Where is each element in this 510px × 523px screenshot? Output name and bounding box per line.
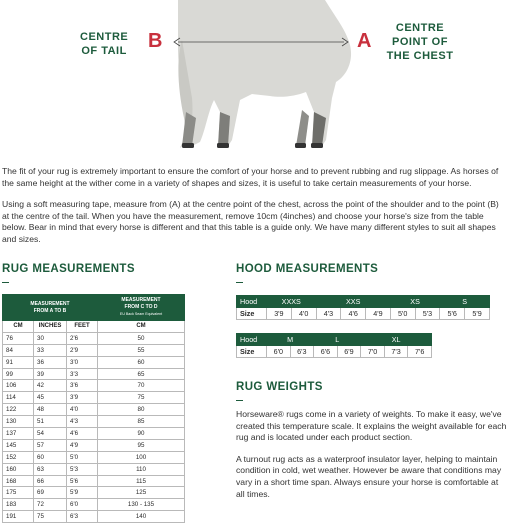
- point-b-marker: B: [148, 30, 163, 52]
- table-row: [3, 475, 185, 487]
- table-cell: 191: [3, 511, 34, 523]
- table-row: [3, 404, 185, 416]
- table-cell: 2'9: [67, 344, 98, 356]
- table-row: [3, 332, 185, 344]
- table-cell: 100: [98, 451, 185, 463]
- col-header-cm-cd: CM: [98, 321, 185, 333]
- hood-size-cell: 7'3: [384, 346, 408, 358]
- table-cell: 4'6: [67, 428, 98, 440]
- label-line: CENTRE: [395, 22, 445, 34]
- label-line: OF TAIL: [81, 45, 127, 57]
- table-cell: 54: [34, 428, 67, 440]
- table-cell: 183: [3, 499, 34, 511]
- hood-size-cell: 4'3: [316, 308, 341, 320]
- table-cell: 39: [34, 368, 67, 380]
- table-cell: 3'3: [67, 368, 98, 380]
- table-cell: 45: [34, 392, 67, 404]
- hood-size-cell: 6'3: [290, 346, 314, 358]
- hood-size-label: Size: [237, 308, 267, 320]
- label-centre-of-tail: [80, 30, 128, 58]
- hood-table-header-row: [237, 334, 432, 346]
- table-cell: 69: [34, 487, 67, 499]
- table-cell: 48: [34, 404, 67, 416]
- table-row: [3, 368, 185, 380]
- label-line: CENTRE: [80, 31, 129, 43]
- table-cell: 90: [98, 428, 185, 440]
- hood-size-cell: 6'9: [337, 346, 361, 358]
- table-cell: 85: [98, 416, 185, 428]
- table-cell: 6'0: [67, 499, 98, 511]
- hood-header-cell: Hood: [237, 334, 267, 346]
- table-cell: 160: [3, 463, 34, 475]
- table-row: [3, 487, 185, 499]
- hood-size-cell: 4'6: [341, 308, 366, 320]
- hood-size-cell: 7'0: [361, 346, 385, 358]
- table-cell: 115: [98, 475, 185, 487]
- hood-header-cell: S: [440, 296, 490, 308]
- col-header-inches: INCHES: [34, 321, 67, 333]
- hood-table-large: [236, 333, 432, 358]
- header-note: EU Back Seam Equivalent: [119, 312, 163, 316]
- table-cell: 30: [34, 332, 67, 344]
- hood-measurements-heading: HOOD MEASUREMENTS: [236, 263, 379, 275]
- table-cell: 175: [3, 487, 34, 499]
- hood-header-cell: XXS: [316, 296, 390, 308]
- table-row: [3, 428, 185, 440]
- hood-size-cell: 4'9: [366, 308, 391, 320]
- hood-table-header-row: [237, 296, 490, 308]
- table-row: [3, 511, 185, 523]
- table-cell: 114: [3, 392, 34, 404]
- rug-measurements-heading: RUG MEASUREMENTS: [2, 263, 135, 275]
- hood-header-cell: XS: [390, 296, 440, 308]
- table-cell: 33: [34, 344, 67, 356]
- table-cell: 50: [98, 332, 185, 344]
- hood-table-size-row: [237, 346, 432, 358]
- rug-measurements-table: [2, 294, 185, 523]
- hood-header-cell: XXXS: [267, 296, 317, 308]
- table-cell: 168: [3, 475, 34, 487]
- table-cell: 91: [3, 356, 34, 368]
- table-cell: 5'0: [67, 451, 98, 463]
- table-cell: 70: [98, 380, 185, 392]
- intro-text: [2, 166, 507, 245]
- table-cell: 55: [98, 344, 185, 356]
- table-cell: 42: [34, 380, 67, 392]
- label-line: POINT OF: [392, 36, 448, 48]
- header-line: MEASUREMENT: [121, 297, 161, 303]
- table-cell: 63: [34, 463, 67, 475]
- label-centre-point-of-chest: [380, 21, 460, 63]
- table-cell: 110: [98, 463, 185, 475]
- table-cell: 2'6: [67, 332, 98, 344]
- table-cell: 75: [98, 392, 185, 404]
- table-cell: 5'6: [67, 475, 98, 487]
- table-cell: 140: [98, 511, 185, 523]
- col-header-cm: CM: [3, 321, 34, 333]
- table-cell: 84: [3, 344, 34, 356]
- rug-weights-text: [236, 409, 508, 500]
- heading-underline: [236, 400, 243, 401]
- hood-table-small: [236, 295, 490, 320]
- header-line: FROM A TO B: [33, 307, 67, 314]
- hood-size-cell: 6'6: [314, 346, 338, 358]
- hood-size-cell: 5'6: [440, 308, 465, 320]
- table-cell: 4'9: [67, 439, 98, 451]
- group-header-c-to-d: [98, 295, 185, 321]
- table-cell: 3'0: [67, 356, 98, 368]
- table-cell: 4'3: [67, 416, 98, 428]
- table-cell: 5'3: [67, 463, 98, 475]
- header-line: MEASUREMENT: [30, 300, 70, 307]
- table-cell: 125: [98, 487, 185, 499]
- table-row: [3, 439, 185, 451]
- table-cell: 99: [3, 368, 34, 380]
- table-cell: 3'9: [67, 392, 98, 404]
- table-cell: 72: [34, 499, 67, 511]
- rug-weights-heading: RUG WEIGHTS: [236, 381, 323, 393]
- table-cell: 95: [98, 439, 185, 451]
- table-row: [3, 392, 185, 404]
- table-cell: 6'3: [67, 511, 98, 523]
- table-row: [3, 344, 185, 356]
- hood-size-cell: 5'9: [465, 308, 490, 320]
- table-cell: 75: [34, 511, 67, 523]
- table-cell: 145: [3, 439, 34, 451]
- table-cell: 106: [3, 380, 34, 392]
- hood-size-label: Size: [237, 346, 267, 358]
- header-line: FROM C TO D: [124, 304, 158, 310]
- table-cell: 65: [98, 368, 185, 380]
- table-cell: 130: [3, 416, 34, 428]
- intro-paragraph-2: Using a soft measuring tape, measure from (A) at the centre point of the chest, across the point of the shoulder and to the point (B) at the centre of the tail. When you have the measurement, remove 10cm (4inches) and choose your horse's size from the table below. Bear in mind that every horse is different and that this table is a guide only. We have many different styles to suit all shapes and sizes.: [2, 199, 499, 244]
- table-row: [3, 380, 185, 392]
- table-row: [3, 451, 185, 463]
- table-row: [3, 463, 185, 475]
- hood-header-cell: Hood: [237, 296, 267, 308]
- rug-weights-paragraph-1: Horseware® rugs come in a variety of weights. To make it easy, we've created this temperature scale. It explains the weight available for each rug and is located under each product section.: [236, 409, 507, 443]
- col-header-feet: FEET: [67, 321, 98, 333]
- hood-size-cell: 3'9: [267, 308, 292, 320]
- hood-size-cell: 5'0: [390, 308, 415, 320]
- heading-underline: [236, 282, 243, 283]
- table-cell: 60: [98, 356, 185, 368]
- intro-paragraph-1: The fit of your rug is extremely important to ensure the comfort of your horse and to prevent rubbing and rug slippage. As horses of the same height at the wither come in a variety of shapes and sizes, it is useful to take certain measurements of your horse.: [2, 166, 499, 188]
- hood-size-cell: 4'0: [291, 308, 316, 320]
- table-cell: 4'0: [67, 404, 98, 416]
- table-cell: 51: [34, 416, 67, 428]
- table-cell: 76: [3, 332, 34, 344]
- group-header-a-to-b: [3, 295, 98, 321]
- table-cell: 80: [98, 404, 185, 416]
- label-line: THE CHEST: [386, 50, 454, 62]
- table-cell: 60: [34, 451, 67, 463]
- point-a-marker: A: [357, 30, 372, 52]
- rug-weights-paragraph-2: A turnout rug acts as a waterproof insulator layer, helping to maintain condition in cold, wet weather. However be aware that conditions may vary in a short time span. Always ensure your horse is comfortable at all times.: [236, 453, 502, 499]
- hood-table-size-row: [237, 308, 490, 320]
- hood-size-cell: 7'6: [408, 346, 432, 358]
- hood-header-cell: XL: [361, 334, 432, 346]
- table-row: [3, 416, 185, 428]
- table-row: [3, 499, 185, 511]
- table-row: [3, 356, 185, 368]
- table-cell: 152: [3, 451, 34, 463]
- hood-header-cell: M: [267, 334, 314, 346]
- table-cell: 122: [3, 404, 34, 416]
- heading-underline: [2, 282, 9, 283]
- table-cell: 36: [34, 356, 67, 368]
- hood-size-cell: 5'3: [415, 308, 440, 320]
- table-cell: 3'6: [67, 380, 98, 392]
- table-cell: 66: [34, 475, 67, 487]
- hood-size-cell: 6'0: [267, 346, 291, 358]
- table-cell: 130 - 135: [98, 499, 185, 511]
- table-cell: 5'9: [67, 487, 98, 499]
- table-cell: 137: [3, 428, 34, 440]
- table-cell: 57: [34, 439, 67, 451]
- hood-header-cell: L: [314, 334, 361, 346]
